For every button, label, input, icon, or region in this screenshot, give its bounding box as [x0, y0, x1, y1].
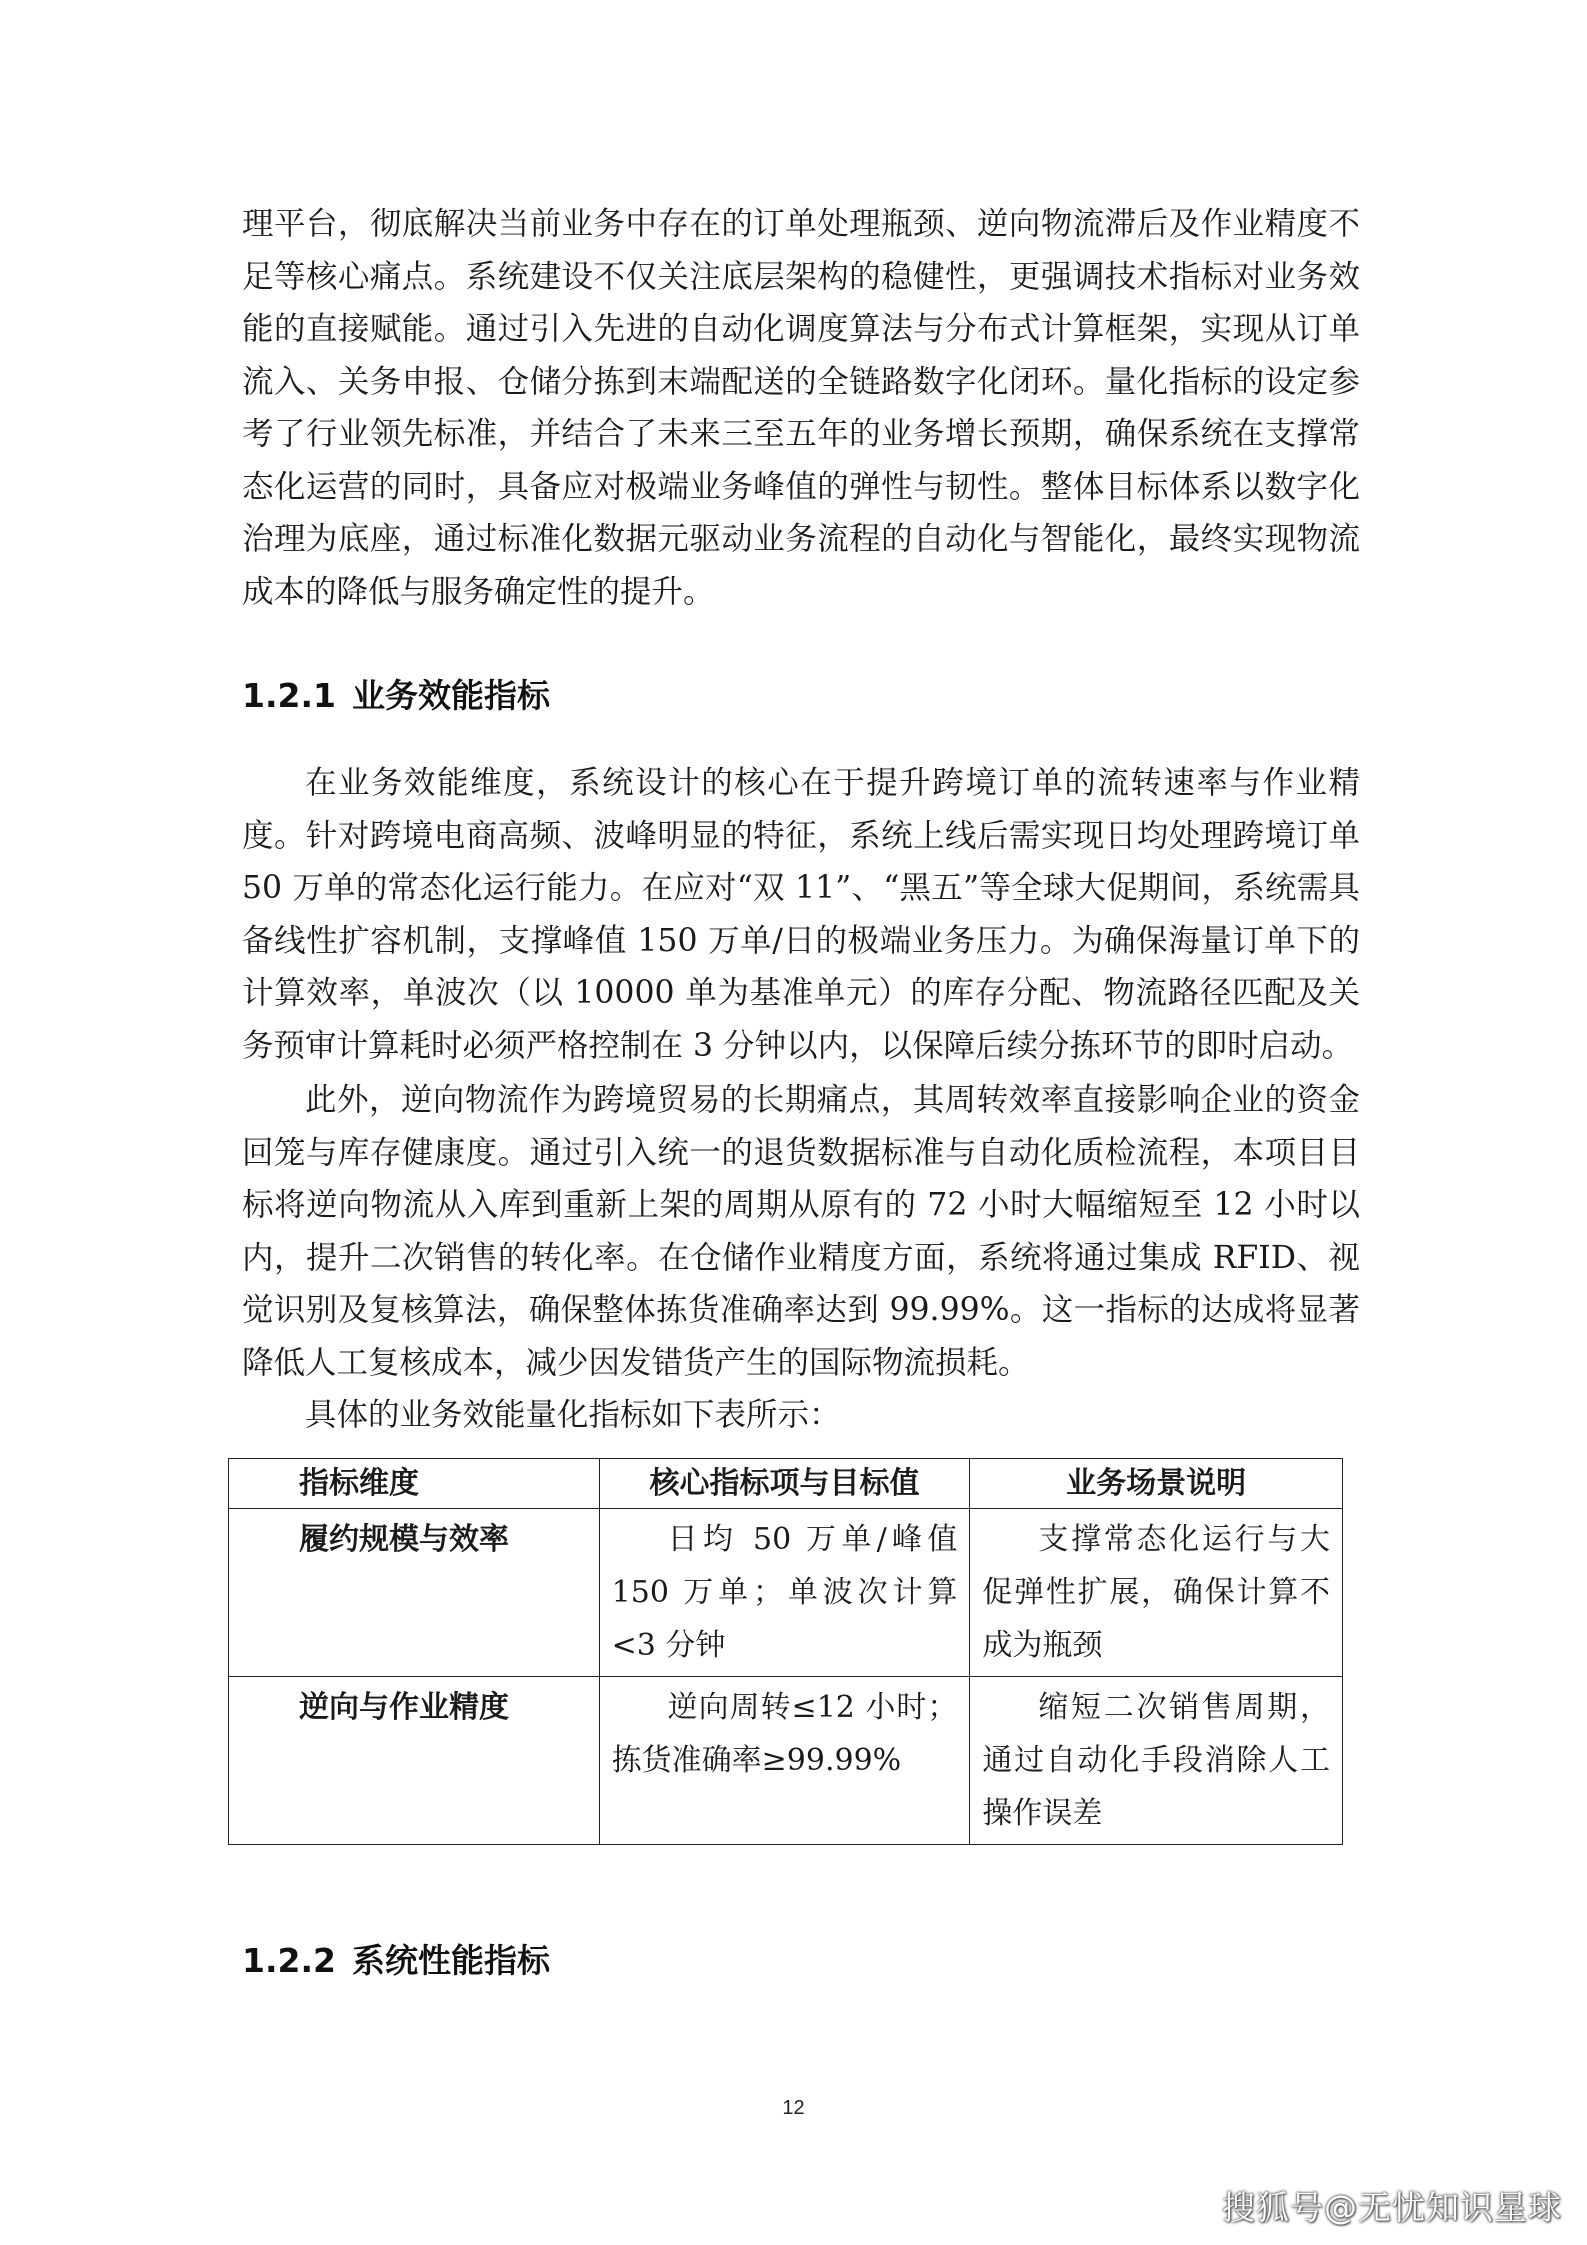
table-intro-text: 具体的业务效能量化指标如下表所示：: [305, 1397, 841, 1433]
section-heading-1-2-1: [242, 676, 550, 716]
metric-target-cell: 逆向周转≤12 小时；拣货准确率≥99.99%: [599, 1677, 970, 1845]
section-title: 业务效能指标: [351, 676, 550, 715]
section-number: 1.2.1: [242, 676, 336, 715]
table-header-row: [229, 1459, 1343, 1509]
page-number: 12: [782, 2097, 805, 2119]
section-number: 1.2.2: [242, 1941, 336, 1980]
metric-dimension-cell: 逆向与作业精度: [229, 1677, 600, 1845]
column-header: 核心指标项与目标值: [599, 1459, 970, 1509]
metric-scenario-cell: 支撑常态化运行与大促弹性扩展，确保计算不成为瓶颈: [970, 1509, 1343, 1677]
intro-paragraph: 理平台，彻底解决当前业务中存在的订单处理瓶颈、逆向物流滞后及作业精度不足等核心痛点。系统建设不仅关注底层架构的稳健性，更强调技术指标对业务效能的直接赋能。通过引入先进的自动化调度算法与分布式计算框架，实现从订单流入、关务申报、仓储分拣到末端配送的全链路数字化闭环。量化指标的设定参考了行业领先标准，并结合了未来三至五年的业务增长预期，确保系统在支撑常态化运营的同时，具备应对极端业务峰值的弹性与韧性。整体目标体系以数字化治理为底座，通过标准化数据元驱动业务流程的自动化与智能化，最终实现物流成本的降低与服务确定性的提升。: [242, 206, 1360, 610]
metric-target-cell: 日均 50 万单/峰值 150 万单；单波次计算<3 分钟: [599, 1509, 970, 1677]
metrics-table: [228, 1458, 1343, 1845]
section-title: 系统性能指标: [351, 1941, 550, 1980]
section-heading-1-2-2: [242, 1941, 550, 1981]
column-header: 业务场景说明: [970, 1459, 1343, 1509]
body-paragraph-reverse-logistics: 此外，逆向物流作为跨境贸易的长期痛点，其周转效率直接影响企业的资金回笼与库存健康度。通过引入统一的退货数据标准与自动化质检流程，本项目目标将逆向物流从入库到重新上架的周期从原有的 72 小时大幅缩短至 12 小时以内，提升二次销售的转化率。在仓储作业精度方面，系统将通过集成 RFID、视觉识别及复核算法，确保整体拣货准确率达到 99.99%。这一指标的达成将显著降低人工复核成本，减少因发错货产生的国际物流损耗。: [242, 1082, 1360, 1381]
body-paragraph-efficiency: 在业务效能维度，系统设计的核心在于提升跨境订单的流转速率与作业精度。针对跨境电商高频、波峰明显的特征，系统上线后需实现日均处理跨境订单 50 万单的常态化运行能力。在应对“双 11”、“黑五”等全球大促期间，系统需具备线性扩容机制，支撑峰值 150 万单/日的极端业务压力。为确保海量订单下的计算效率，单波次（以 10000 单为基准单元）的库存分配、物流路径匹配及关务预审计算耗时必须严格控制在 3 分钟以内，以保障后续分拣环节的即时启动。: [242, 765, 1360, 1064]
metric-scenario-cell: 缩短二次销售周期，通过自动化手段消除人工操作误差: [970, 1677, 1343, 1845]
column-header: 指标维度: [229, 1459, 600, 1509]
table-row: [229, 1509, 1343, 1677]
metric-dimension-cell: 履约规模与效率: [229, 1509, 600, 1677]
table-row: [229, 1677, 1343, 1845]
watermark-text: 搜狐号@无忧知识星球: [1222, 2188, 1562, 2227]
